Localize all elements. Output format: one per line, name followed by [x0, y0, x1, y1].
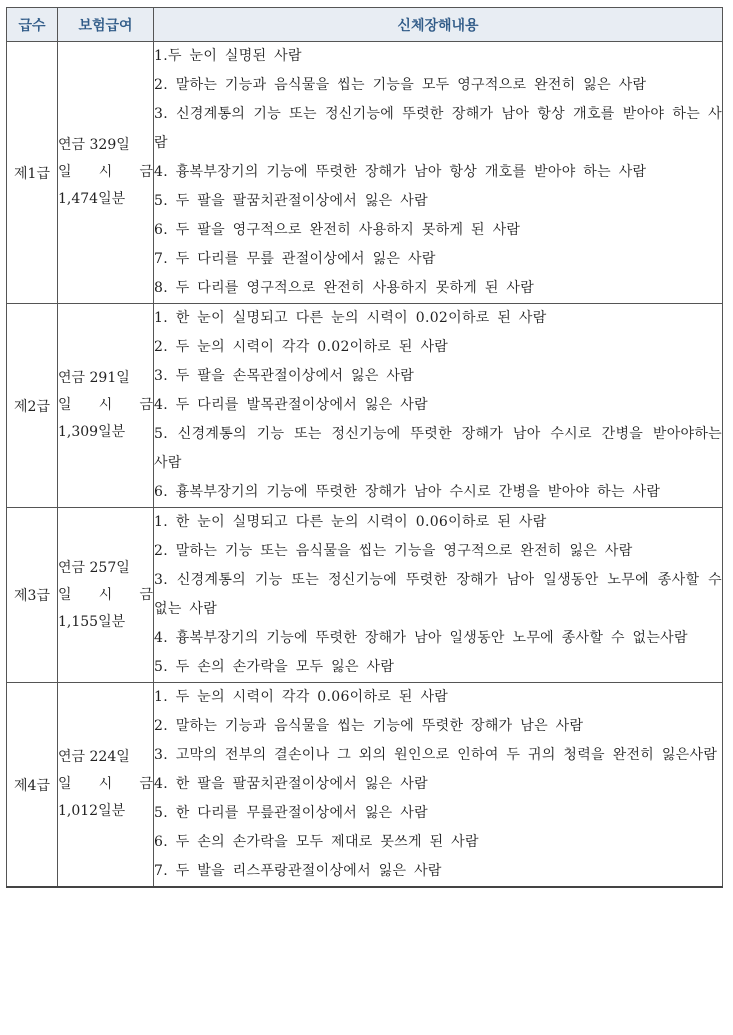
list-item: 7. 두 다리를 무릎 관절이상에서 잃은 사람	[154, 251, 436, 267]
benefit-line: 연금 329일	[58, 137, 130, 153]
header-benefit: 보험급여	[58, 8, 154, 42]
benefit-line: 1,474일분	[58, 191, 126, 207]
disability-grade-table	[6, 7, 723, 888]
list-item: 1. 한 눈이 실명되고 다른 눈의 시력이 0.06이하로 된 사람	[154, 514, 547, 530]
list-item: 7. 두 발을 리스푸랑관절이상에서 잃은 사람	[154, 863, 442, 879]
list-item: 5. 한 다리를 무릎관절이상에서 잃은 사람	[154, 805, 428, 821]
content-cell	[154, 304, 723, 508]
list-item: 2. 두 눈의 시력이 각각 0.02이하로 된 사람	[154, 339, 449, 355]
benefit-line: 연금 224일	[58, 749, 130, 765]
grade-cell: 제1급	[7, 42, 58, 304]
table-row	[7, 42, 723, 304]
header-grade: 급수	[7, 8, 58, 42]
benefit-line: 연금 257일	[58, 559, 130, 576]
benefit-line: 일 시 금	[58, 397, 153, 413]
list-item: 2. 말하는 기능과 음식물을 씹는 기능을 모두 영구적으로 완전히 잃은 사람	[154, 77, 647, 93]
benefit-line: 1,155일분	[58, 613, 126, 630]
table-row	[7, 683, 723, 888]
benefit-line: 연금 291일	[58, 370, 130, 386]
header-content: 신체장해내용	[154, 8, 723, 42]
list-item: 2. 말하는 기능 또는 음식물을 씹는 기능을 영구적으로 완전히 잃은 사람	[154, 543, 633, 559]
benefit-line: 일 시 금	[58, 586, 153, 603]
grade-cell: 제2급	[7, 304, 58, 508]
list-item: 5. 두 손의 손가락을 모두 잃은 사람	[154, 659, 395, 675]
benefit-cell	[58, 42, 154, 304]
benefit-cell	[58, 683, 154, 888]
list-item: 1.두 눈이 실명된 사람	[154, 48, 302, 64]
list-item: 3. 고막의 전부의 결손이나 그 외의 원인으로 인하여 두 귀의 청력을 완전히 잃은사람	[154, 747, 718, 763]
list-item: 8. 두 다리를 영구적으로 완전히 사용하지 못하게 된 사람	[154, 280, 535, 296]
list-item: 1. 한 눈이 실명되고 다른 눈의 시력이 0.02이하로 된 사람	[154, 310, 547, 326]
benefit-line: 1,309일분	[58, 424, 126, 440]
list-item: 6. 흉복부장기의 기능에 뚜렷한 장해가 남아 수시로 간병을 받아야 하는 사람	[154, 484, 661, 500]
list-item: 1. 두 눈의 시력이 각각 0.06이하로 된 사람	[154, 689, 449, 705]
grade-cell: 제4급	[7, 683, 58, 888]
benefit-cell	[58, 508, 154, 683]
benefit-line: 일 시 금	[58, 164, 153, 180]
table-body	[7, 42, 723, 888]
benefit-line: 일 시 금	[58, 776, 153, 792]
content-cell	[154, 683, 723, 888]
list-item: 4. 흉복부장기의 기능에 뚜렷한 장해가 남아 항상 개호를 받아야 하는 사람	[154, 164, 647, 180]
list-item: 5. 두 팔을 팔꿈치관절이상에서 잃은 사람	[154, 193, 428, 209]
list-item: 6. 두 손의 손가락을 모두 제대로 못쓰게 된 사람	[154, 834, 479, 850]
list-item: 3. 두 팔을 손목관절이상에서 잃은 사람	[154, 368, 415, 384]
list-item: 4. 흉복부장기의 기능에 뚜렷한 장해가 남아 일생동안 노무에 종사할 수 없는사람	[154, 630, 688, 646]
list-item: 6. 두 팔을 영구적으로 완전히 사용하지 못하게 된 사람	[154, 222, 521, 238]
benefit-line: 1,012일분	[58, 803, 126, 819]
list-item: 3. 신경계통의 기능 또는 정신기능에 뚜렷한 장해가 남아 일생동안 노무에 종사할 수 없는 사람	[154, 572, 722, 617]
content-cell	[154, 508, 723, 683]
table-row	[7, 508, 723, 683]
list-item: 4. 두 다리를 발목관절이상에서 잃은 사람	[154, 397, 428, 413]
table-row	[7, 304, 723, 508]
list-item: 4. 한 팔을 팔꿈치관절이상에서 잃은 사람	[154, 776, 428, 792]
list-item: 5. 신경계통의 기능 또는 정신기능에 뚜렷한 장해가 남아 수시로 간병을 받아야하는 사람	[154, 426, 722, 471]
table-header-row	[7, 8, 723, 42]
content-cell	[154, 42, 723, 304]
list-item: 3. 신경계통의 기능 또는 정신기능에 뚜렷한 장해가 남아 항상 개호를 받아야 하는 사람	[154, 106, 722, 151]
benefit-cell	[58, 304, 154, 508]
list-item: 2. 말하는 기능과 음식물을 씹는 기능에 뚜렷한 장해가 남은 사람	[154, 718, 584, 734]
grade-cell: 제3급	[7, 508, 58, 683]
